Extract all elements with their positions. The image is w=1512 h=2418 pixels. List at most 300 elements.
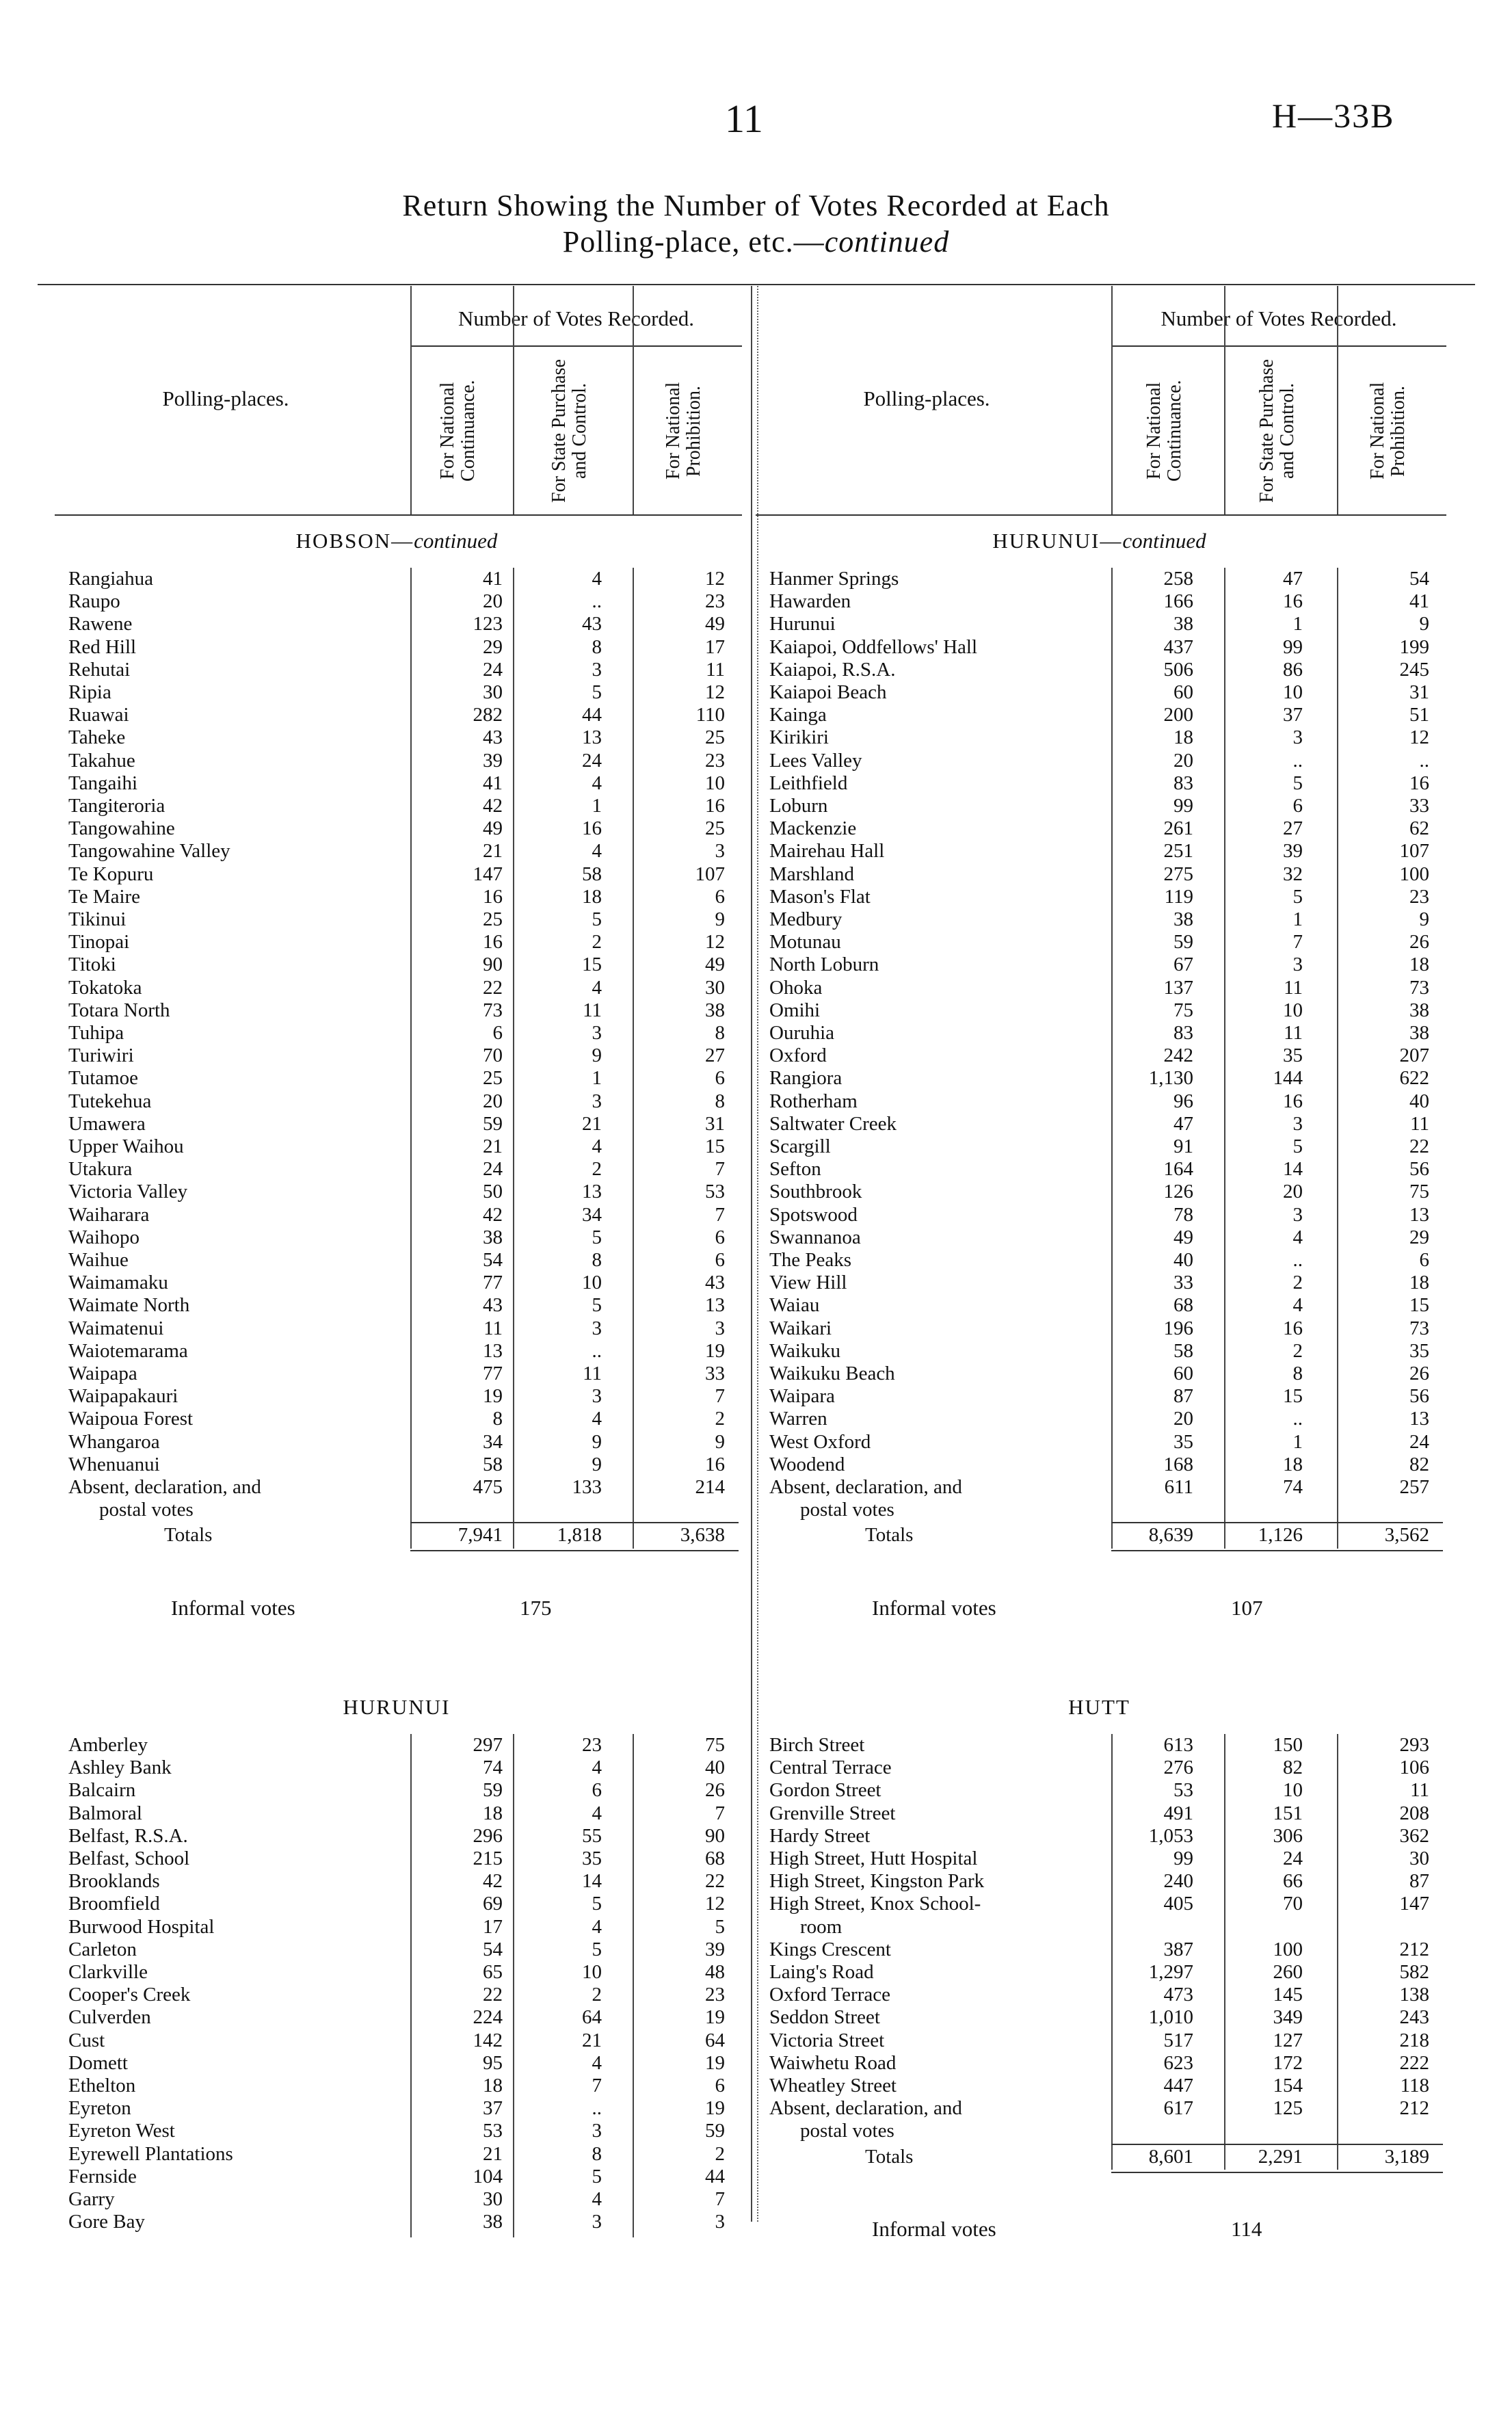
polling-place-name: Cooper's Creek (68, 1984, 191, 2006)
table-row (68, 931, 725, 954)
continuance-value: 17 (483, 1915, 503, 1938)
continuance-value: 83 (1173, 772, 1193, 794)
continuance-value: 54 (483, 1249, 503, 1271)
prohibition-value: 8 (715, 1090, 725, 1112)
prohibition-total: 3,638 (680, 1524, 725, 1547)
polling-place-name: Waiwhetu Road (769, 2051, 897, 2074)
state-purchase-value: 127 (1273, 2029, 1303, 2051)
state-purchase-value: 3 (1292, 954, 1303, 976)
polling-place-name: Absent, declaration, and (68, 1476, 261, 1498)
prohibition-value: 24 (1409, 1430, 1429, 1453)
prohibition-value: 48 (705, 1961, 725, 1983)
prohibition-value: 68 (705, 1848, 725, 1869)
table-row (68, 772, 725, 795)
polling-place-name: Balmoral (68, 1802, 142, 1824)
prohibition-value: 11 (706, 658, 725, 681)
continuance-value: 77 (483, 1363, 503, 1384)
table-row (68, 2075, 725, 2097)
prohibition-value: 16 (705, 1453, 725, 1475)
table-row (68, 1113, 725, 1135)
continuance-value: 491 (1163, 1802, 1193, 1824)
continuance-value: 258 (1163, 568, 1193, 590)
continuance-value: 30 (483, 681, 503, 703)
table-row (769, 1870, 1429, 1893)
polling-place-name: Ripia (68, 681, 111, 703)
table-row (68, 1779, 725, 1802)
prohibition-value: 38 (1409, 1022, 1429, 1044)
continuance-value: 142 (473, 2029, 503, 2051)
rule (1337, 286, 1338, 515)
state-purchase-value: 2 (592, 1984, 602, 2006)
continuance-value: 18 (483, 1802, 503, 1824)
table-row (769, 1757, 1429, 1779)
rule (633, 286, 634, 515)
continuance-value: 20 (483, 1090, 503, 1112)
state-purchase-value: 7 (592, 2075, 602, 2097)
prohibition-value: 56 (1409, 1158, 1429, 1181)
state-purchase-value: 1 (1292, 613, 1303, 635)
polling-place-name: Rangiahua (68, 568, 154, 590)
prohibition-value: 33 (1409, 795, 1429, 817)
section-name: HUTT (1068, 1695, 1130, 1719)
continuance-value: 43 (483, 1294, 503, 1317)
table-row (68, 1499, 725, 1521)
table-row (68, 977, 725, 999)
prohibition-value: 39 (705, 1938, 725, 1960)
continuance-value: 104 (473, 2165, 503, 2187)
table-row (68, 1181, 725, 1203)
table-row (68, 1135, 725, 1158)
prohibition-value: 243 (1399, 2006, 1429, 2029)
state-purchase-value: 3 (592, 1022, 602, 1044)
prohibition-value: 7 (715, 2188, 725, 2210)
state-purchase-value: 3 (1292, 1112, 1303, 1135)
polling-place-name: Waihue (68, 1249, 129, 1271)
prohibition-value: 147 (1399, 1893, 1429, 1915)
polling-place-name: Waimamaku (68, 1272, 168, 1294)
continuance-value: 24 (483, 1158, 503, 1181)
state-purchase-value: 9 (592, 1453, 602, 1475)
polling-place-name: Eyreton (68, 2097, 131, 2120)
polling-place-name: Umawera (68, 1112, 146, 1135)
polling-place-name: Mackenzie (769, 817, 857, 840)
continuance-value: 60 (1173, 1363, 1193, 1384)
polling-place-name: Tutamoe (68, 1067, 139, 1090)
table-row (68, 999, 725, 1022)
continuance-value: 42 (483, 1203, 503, 1226)
table-row (68, 1226, 725, 1249)
prohibition-value: 30 (705, 976, 725, 999)
polling-place-name: Culverden (68, 2006, 151, 2029)
continuance-value: 506 (1163, 658, 1193, 681)
rule (1111, 286, 1113, 515)
continuance-value: 1,130 (1148, 1067, 1193, 1090)
table-row (68, 1939, 725, 1961)
state-purchase-value: 5 (592, 1893, 602, 1915)
table-row (68, 1317, 725, 1340)
continuance-value: 196 (1163, 1317, 1193, 1339)
prohibition-value: 257 (1399, 1476, 1429, 1498)
state-purchase-value: 11 (583, 1363, 602, 1384)
prohibition-value: 16 (1409, 772, 1429, 794)
polling-place-name: Tuhipa (68, 1022, 124, 1044)
table-row (68, 1044, 725, 1067)
state-purchase-value: 27 (1283, 817, 1303, 840)
rule (410, 1522, 739, 1523)
prohibition-value: 51 (1409, 704, 1429, 726)
prohibition-value: 100 (1399, 863, 1429, 885)
continuance-value: 25 (483, 1067, 503, 1090)
prohibition-value: 23 (1409, 885, 1429, 908)
table-row (769, 1272, 1429, 1294)
table-row (68, 1848, 725, 1870)
table-row (68, 817, 725, 840)
table-row (68, 2143, 725, 2166)
state-purchase-value: 32 (1283, 863, 1303, 885)
table-row (68, 2097, 725, 2120)
prohibition-value: 17 (705, 635, 725, 658)
state-purchase-value: 86 (1283, 658, 1303, 681)
prohibition-value: 212 (1399, 1938, 1429, 1960)
rule (1111, 1550, 1443, 1551)
table-row (769, 1340, 1429, 1363)
continuance-value: 54 (483, 1938, 503, 1960)
prohibition-value: 8 (715, 1022, 725, 1044)
polling-place-name: Scargill (769, 1135, 831, 1157)
table-row (769, 1499, 1429, 1521)
continuance-value: 613 (1163, 1734, 1193, 1756)
table-row (68, 1870, 725, 1893)
table-row (769, 1848, 1429, 1870)
section-continued: continued (1122, 529, 1206, 553)
state-purchase-header: For State Purchase and Control. (548, 359, 590, 503)
votes-recorded-header: Number of Votes Recorded. (1160, 306, 1397, 330)
state-purchase-value: 151 (1273, 1802, 1303, 1824)
table-row (68, 1893, 725, 1915)
table-row (68, 1802, 725, 1825)
state-purchase-value: 39 (1283, 840, 1303, 863)
state-purchase-value: 4 (592, 2051, 602, 2074)
section-title (769, 1695, 1429, 1720)
table-row (769, 795, 1429, 817)
prohibition-value: 27 (705, 1044, 725, 1067)
polling-place-name: Waiharara (68, 1203, 150, 1226)
prohibition-value: 62 (1409, 817, 1429, 840)
table-row (769, 681, 1429, 704)
polling-place-name: Hurunui (769, 613, 836, 635)
polling-place-name: Tikinui (68, 908, 127, 930)
continuance-value: 126 (1163, 1181, 1193, 1203)
prohibition-value: 3 (715, 2211, 725, 2233)
prohibition-value: 56 (1409, 1385, 1429, 1408)
table-row (68, 1734, 725, 1757)
continuance-value: 58 (1173, 1339, 1193, 1362)
polling-place-name: Tangowahine Valley (68, 840, 230, 863)
continuance-header: For National Continuance. (1143, 380, 1185, 482)
table-row (769, 1916, 1429, 1939)
prohibition-value: 40 (705, 1757, 725, 1779)
state-purchase-header: For State Purchase and Control. (1256, 359, 1298, 503)
rule (410, 345, 742, 347)
continuance-value: 29 (483, 635, 503, 658)
prohibition-value: 23 (705, 749, 725, 772)
polling-place-name: High Street, Knox School- (769, 1893, 981, 1915)
prohibition-value: 6 (715, 2075, 725, 2097)
state-purchase-value: 4 (592, 1408, 602, 1430)
title-main: Polling-place, etc.— (562, 225, 825, 259)
section-title (68, 1695, 725, 1720)
continuance-total: 8,639 (1148, 1524, 1193, 1547)
table-row (769, 1734, 1429, 1757)
prohibition-value: 293 (1399, 1734, 1429, 1756)
polling-place-name: Tutekehua (68, 1090, 152, 1112)
continuance-value: 41 (483, 772, 503, 794)
polling-place-name: Amberley (68, 1734, 148, 1756)
table-row (68, 726, 725, 749)
polling-place-name: Tangaihi (68, 772, 138, 794)
table-row (769, 1204, 1429, 1226)
prohibition-value: 199 (1399, 635, 1429, 658)
polling-place-name: Loburn (769, 795, 828, 817)
polling-place-name: Takahue (68, 749, 135, 772)
state-purchase-value: 21 (582, 1112, 602, 1135)
state-purchase-value: 6 (1292, 795, 1303, 817)
continuance-value: 16 (483, 931, 503, 954)
table-row (68, 1340, 725, 1363)
state-purchase-value: 3 (592, 2120, 602, 2142)
table-row (769, 1454, 1429, 1476)
polling-place-name: Leithfield (769, 772, 848, 794)
state-purchase-value: 15 (1283, 1385, 1303, 1408)
table-row (769, 2097, 1429, 2120)
section-name: HURUNUI— (992, 529, 1123, 553)
state-purchase-value: 5 (592, 1226, 602, 1248)
table-row (68, 1363, 725, 1385)
state-purchase-value: 144 (1273, 1067, 1303, 1090)
state-purchase-value: .. (592, 1339, 602, 1362)
table-row (769, 1476, 1429, 1499)
prohibition-value: 12 (705, 681, 725, 703)
table-row (68, 590, 725, 613)
continuance-value: 447 (1163, 2075, 1193, 2097)
table-row (769, 2120, 1429, 2142)
table-row (68, 2029, 725, 2052)
rule (55, 514, 742, 516)
prohibition-value: 59 (705, 2120, 725, 2142)
table-row (769, 750, 1429, 772)
continuance-value: 59 (483, 1112, 503, 1135)
continuance-value: 21 (483, 2142, 503, 2165)
continuance-value: 38 (483, 2211, 503, 2233)
continuance-value: 90 (483, 954, 503, 976)
continuance-value: 68 (1173, 1294, 1193, 1317)
rule (1111, 2172, 1443, 2173)
state-purchase-value: 16 (1283, 590, 1303, 613)
table-row (769, 1181, 1429, 1203)
continuance-value: 22 (483, 1984, 503, 2006)
continuance-value: 22 (483, 976, 503, 999)
state-purchase-value: 10 (1283, 999, 1303, 1021)
state-purchase-total: 1,126 (1258, 1524, 1303, 1547)
state-purchase-value: 1 (1292, 1430, 1303, 1453)
state-purchase-value: 8 (592, 1249, 602, 1271)
section-title (769, 529, 1429, 553)
state-purchase-value: 10 (1283, 1779, 1303, 1802)
continuance-value: 75 (1173, 999, 1193, 1021)
prohibition-value: 6 (715, 1226, 725, 1248)
prohibition-value: 40 (1409, 1090, 1429, 1112)
prohibition-value: 87 (1409, 1870, 1429, 1893)
continuance-value: 59 (483, 1779, 503, 1802)
table-row (68, 2006, 725, 2029)
continuance-value: 30 (483, 2188, 503, 2210)
polling-place-name: room (800, 1915, 843, 1938)
continuance-value: 77 (483, 1272, 503, 1294)
prohibition-value: 2 (715, 2142, 725, 2165)
polling-place-name: Wheatley Street (769, 2075, 897, 2097)
continuance-value: 49 (1173, 1226, 1193, 1248)
continuance-value: 96 (1173, 1090, 1193, 1112)
polling-place-name: Absent, declaration, and (769, 1476, 962, 1498)
state-purchase-value: 3 (1292, 1203, 1303, 1226)
continuance-value: 282 (473, 704, 503, 726)
continuance-value: 69 (483, 1893, 503, 1915)
table-row (68, 908, 725, 931)
continuance-total: 7,941 (457, 1524, 503, 1547)
polling-place-name: Grenville Street (769, 1802, 896, 1824)
table-row (68, 1757, 725, 1779)
polling-place-name: Waikuku (769, 1339, 840, 1362)
prohibition-value: 54 (1409, 568, 1429, 590)
polling-place-name: Kaiapoi, R.S.A. (769, 658, 896, 681)
polling-place-name: Waipara (769, 1385, 835, 1408)
prohibition-value: 12 (1409, 726, 1429, 749)
prohibition-value: 9 (715, 908, 725, 930)
polling-place-name: Tangowahine (68, 817, 175, 840)
prohibition-value: 11 (1410, 1779, 1429, 1802)
prohibition-value: 9 (715, 1430, 725, 1453)
state-purchase-value: 35 (582, 1848, 602, 1869)
table-row (769, 1802, 1429, 1825)
polling-place-name: Turiwiri (68, 1044, 134, 1067)
state-purchase-value: 13 (582, 1181, 602, 1203)
prohibition-value: 75 (705, 1734, 725, 1756)
prohibition-value: 15 (705, 1135, 725, 1157)
state-purchase-value: 3 (592, 658, 602, 681)
continuance-total: 8,601 (1148, 2145, 1193, 2168)
rule (410, 1550, 739, 1551)
prohibition-value: 622 (1399, 1067, 1429, 1090)
section-name: HOBSON— (295, 529, 414, 553)
polling-place-name: Seddon Street (769, 2006, 880, 2029)
polling-place-name: Ruawai (68, 704, 129, 726)
table-row (769, 840, 1429, 863)
polling-place-name: View Hill (769, 1272, 847, 1294)
table-row (769, 1893, 1429, 1915)
table-row (68, 681, 725, 704)
polling-place-name: Rangiora (769, 1067, 843, 1090)
polling-place-name: Tangiteroria (68, 795, 165, 817)
prohibition-value: 6 (715, 1067, 725, 1090)
polling-place-name: Belfast, School (68, 1848, 190, 1869)
prohibition-value: 29 (1409, 1226, 1429, 1248)
page-number: 11 (725, 96, 763, 141)
continuance-value: 276 (1163, 1757, 1193, 1779)
table-row (769, 1385, 1429, 1408)
continuance-value: 275 (1163, 863, 1193, 885)
state-purchase-value: 99 (1283, 635, 1303, 658)
state-purchase-value: 4 (1292, 1294, 1303, 1317)
prohibition-value: .. (1419, 749, 1429, 772)
prohibition-value: 208 (1399, 1802, 1429, 1824)
table-row (68, 2052, 725, 2075)
state-purchase-value: 5 (1292, 772, 1303, 794)
polling-place-name: Spotswood (769, 1203, 858, 1226)
continuance-value: 38 (1173, 908, 1193, 930)
table-row (68, 659, 725, 681)
table-row (68, 1294, 725, 1317)
polling-places-header: Polling-places. (863, 386, 990, 410)
state-purchase-value: 24 (1283, 1848, 1303, 1869)
totals-row (769, 2146, 1429, 2168)
prohibition-value: 19 (705, 2051, 725, 2074)
polling-place-name: Victoria Valley (68, 1181, 188, 1203)
table-row (68, 1454, 725, 1476)
prohibition-value: 19 (705, 1339, 725, 1362)
polling-place-name: Ethelton (68, 2075, 136, 2097)
table-row (769, 636, 1429, 659)
rule (1111, 1522, 1443, 1523)
polling-place-name: West Oxford (769, 1430, 871, 1453)
continuance-value: 33 (1173, 1272, 1193, 1294)
state-purchase-value: 13 (582, 726, 602, 749)
state-purchase-value: 74 (1283, 1476, 1303, 1498)
continuance-value: 623 (1163, 2051, 1193, 2074)
state-purchase-value: 10 (582, 1272, 602, 1294)
state-purchase-value: .. (592, 590, 602, 613)
polling-place-name: Totara North (68, 999, 170, 1021)
polling-place-name: Garry (68, 2188, 115, 2210)
prohibition-value: 18 (1409, 1272, 1429, 1294)
polling-place-name: Balcairn (68, 1779, 136, 1802)
polling-place-name: Kaiapoi, Oddfellows' Hall (769, 635, 978, 658)
polling-place-name: Taheke (68, 726, 126, 749)
prohibition-value: 53 (705, 1181, 725, 1203)
state-purchase-value: 4 (592, 568, 602, 590)
polling-place-name: Eyrewell Plantations (68, 2142, 233, 2165)
continuance-value: 99 (1173, 1848, 1193, 1869)
table-row (68, 2188, 725, 2211)
polling-place-name: Red Hill (68, 635, 137, 658)
polling-place-name: Ouruhia (769, 1022, 835, 1044)
prohibition-value: 7 (715, 1158, 725, 1181)
prohibition-value: 7 (715, 1802, 725, 1824)
polling-place-name: Central Terrace (769, 1757, 892, 1779)
continuance-value: 24 (483, 658, 503, 681)
table-row (68, 568, 725, 590)
polling-place-name: Mason's Flat (769, 885, 871, 908)
state-purchase-total: 2,291 (1258, 2145, 1303, 2168)
continuance-value: 21 (483, 840, 503, 863)
state-purchase-value: 5 (592, 681, 602, 703)
state-purchase-value: 3 (592, 2211, 602, 2233)
table-row (769, 1939, 1429, 1961)
prohibition-value: 25 (705, 726, 725, 749)
state-purchase-value: 10 (1283, 681, 1303, 703)
state-purchase-value: 2 (1292, 1272, 1303, 1294)
state-purchase-value: 5 (1292, 1135, 1303, 1157)
state-purchase-value: 23 (582, 1734, 602, 1756)
